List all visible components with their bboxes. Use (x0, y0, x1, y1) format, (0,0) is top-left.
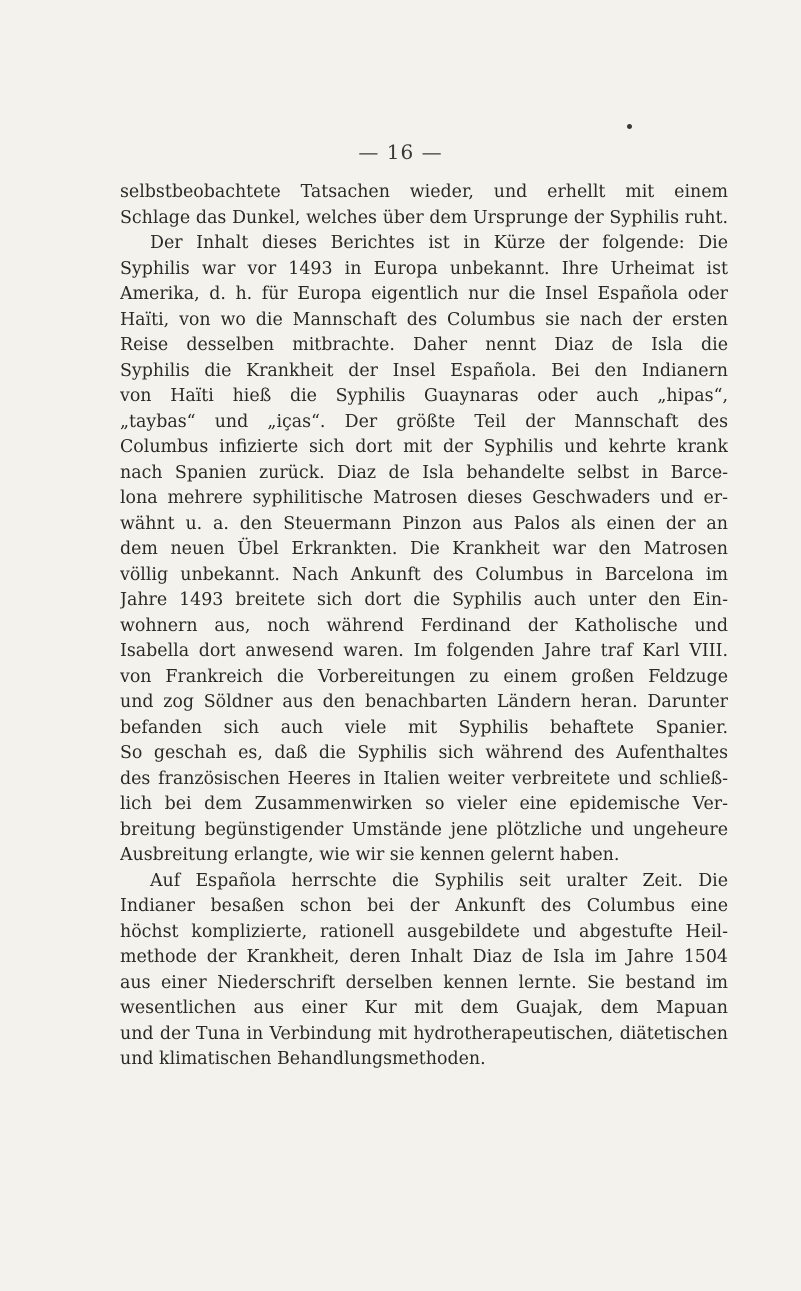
text-line: des französischen Heeres in Italien weiter verbreitete und schließ- (120, 768, 728, 789)
text-line: wesentlichen aus einer Kur mit dem Guajak, dem Mapuan (120, 998, 728, 1018)
text-line: Auf Española herrschte die Syphilis seit uralter Zeit. Die (150, 870, 728, 891)
body-text (120, 180, 728, 1073)
text-line: Columbus infizierte sich dort mit der Syphilis und kehrte krank (120, 437, 728, 457)
text-line: nach Spanien zurück. Diaz de Isla behandelte selbst in Barce- (120, 462, 728, 483)
text-line: von Haïti hieß die Syphilis Guaynaras oder auch „hipas“, (120, 386, 728, 406)
text-line: wähnt u. a. den Steuermann Pinzon aus Palos als einen der an (120, 513, 728, 534)
text-line: Syphilis war vor 1493 in Europa unbekannt. Ihre Urheimat ist (120, 258, 728, 279)
text-line: lona mehrere syphilitische Matrosen dieses Geschwaders und er- (120, 488, 728, 508)
text-line: Reise desselben mitbrachte. Daher nennt Diaz de Isla die (120, 335, 728, 355)
text-line: So geschah es, daß die Syphilis sich während des Aufenthaltes (120, 743, 728, 763)
text-line: breitung begünstigender Umstände jene plötzliche und ungeheure (120, 819, 728, 840)
text-line: und klimatischen Behandlungsmethoden. (120, 1049, 486, 1069)
text-line: lich bei dem Zusammenwirken so vieler eine epidemische Ver- (120, 794, 728, 814)
text-line: völlig unbekannt. Nach Ankunft des Columbus in Barcelona im (120, 564, 728, 585)
text-line: und zog Söldner aus den benachbarten Ländern heran. Darunter (120, 692, 728, 712)
printed-dot-mark (627, 124, 632, 129)
text-line: von Frankreich die Vorbereitungen zu einem großen Feldzuge (120, 666, 728, 687)
text-line: Ausbreitung erlangte, wie wir sie kennen gelernt haben. (120, 845, 620, 865)
text-line: methode der Krankheit, deren Inhalt Diaz de Isla im Jahre 1504 (120, 947, 728, 967)
text-line: selbstbeobachtete Tatsachen wieder, und erhellt mit einem (120, 182, 728, 202)
text-line: Schlage das Dunkel, welches über dem Ursprunge der Syphilis ruht. (120, 207, 728, 228)
text-line: „taybas“ und „iças“. Der größte Teil der Mannschaft des (120, 411, 728, 432)
text-line: wohnern aus, noch während Ferdinand der Katholische und (120, 615, 728, 636)
page-number: — 16 — (358, 140, 443, 164)
text-line: und der Tuna in Verbindung mit hydrotherapeutischen, diätetischen (120, 1023, 728, 1044)
text-line: befanden sich auch viele mit Syphilis behaftete Spanier. (120, 717, 728, 738)
text-line: Indianer besaßen schon bei der Ankunft des Columbus eine (120, 896, 728, 916)
text-line: höchst komplizierte, rationell ausgebildete und abgestufte Heil- (120, 921, 728, 942)
text-line: dem neuen Übel Erkrankten. Die Krankheit war den Matrosen (120, 539, 728, 559)
text-line: Der Inhalt dieses Berichtes ist in Kürze der folgende: Die (150, 233, 728, 253)
text-line: Amerika, d. h. für Europa eigentlich nur die Insel Española oder (120, 284, 728, 304)
text-line: Haïti, von wo die Mannschaft des Columbus sie nach der ersten (120, 309, 728, 330)
text-line: Syphilis die Krankheit der Insel Española. Bei den Indianern (120, 360, 728, 381)
text-line: Jahre 1493 breitete sich dort die Syphilis auch unter den Ein- (120, 590, 728, 610)
text-line: Isabella dort anwesend waren. Im folgenden Jahre traf Karl VIII. (120, 641, 728, 661)
text-line: aus einer Niederschrift derselben kennen lernte. Sie bestand im (120, 972, 728, 993)
